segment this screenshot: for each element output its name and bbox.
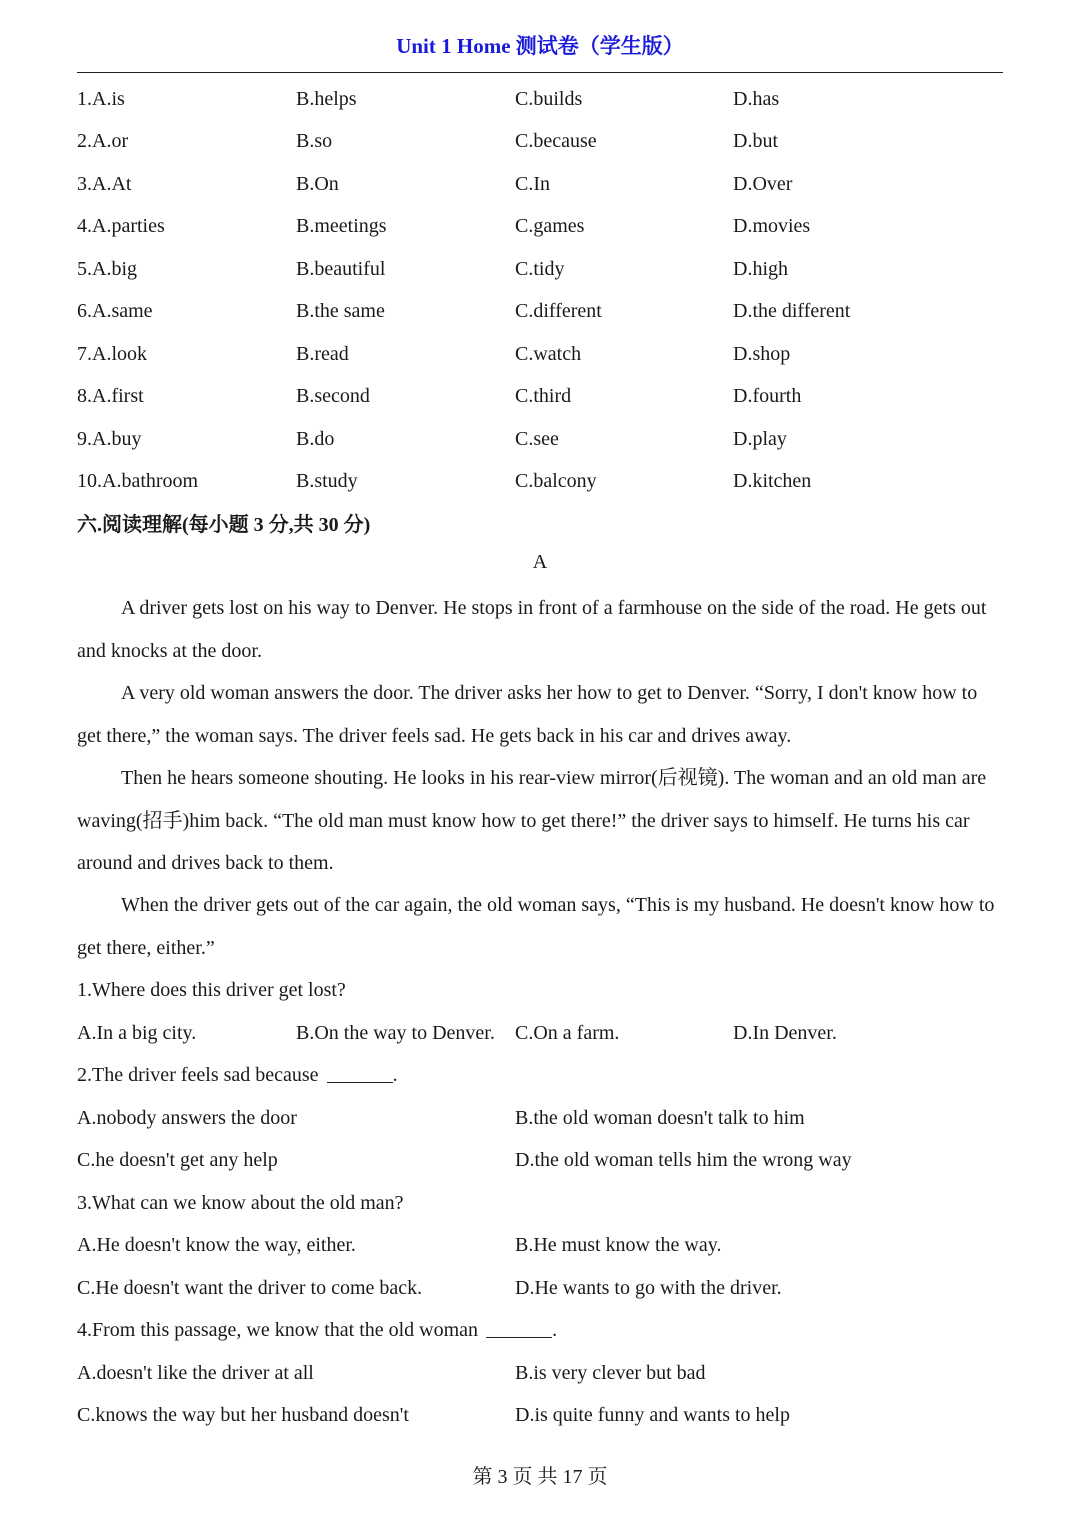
answer-blank xyxy=(486,1317,552,1338)
option-c: C.builds xyxy=(515,88,583,110)
option-a: 3.A.At xyxy=(77,173,132,195)
option-b: B.meetings xyxy=(296,215,387,237)
option-b: B.read xyxy=(296,343,349,365)
question-options xyxy=(77,1103,1003,1133)
question-options xyxy=(77,1230,1003,1260)
options-row xyxy=(77,381,1003,411)
option-a: 2.A.or xyxy=(77,130,129,152)
header-divider xyxy=(77,72,1003,73)
question-suffix: . xyxy=(552,1319,558,1341)
option-a: 8.A.first xyxy=(77,385,144,407)
answer-option: A.nobody answers the door xyxy=(77,1107,297,1129)
option-c: C.tidy xyxy=(515,258,565,280)
option-d: D.kitchen xyxy=(733,470,812,492)
page-header-title: Unit 1 Home 测试卷（学生版） xyxy=(396,34,684,58)
option-a: 9.A.buy xyxy=(77,428,142,450)
option-d: D.Over xyxy=(733,173,793,195)
question-options xyxy=(77,1400,1003,1430)
options-row xyxy=(77,424,1003,454)
option-c: C.balcony xyxy=(515,470,597,492)
answer-option: A.He doesn't know the way, either. xyxy=(77,1234,356,1256)
option-b: B.beautiful xyxy=(296,258,386,280)
option-b: B.helps xyxy=(296,88,357,110)
option-a: 5.A.big xyxy=(77,258,137,280)
page-number: 第 3 页 共 17 页 xyxy=(472,1466,608,1488)
options-row xyxy=(77,211,1003,241)
options-row xyxy=(77,84,1003,114)
answer-option: A.doesn't like the driver at all xyxy=(77,1362,314,1384)
answer-option: B.the old woman doesn't talk to him xyxy=(515,1107,805,1129)
option-b: B.second xyxy=(296,385,370,407)
option-d: D.shop xyxy=(733,343,791,365)
answer-option: B.is very clever but bad xyxy=(515,1362,706,1384)
option-b: B.On xyxy=(296,173,339,195)
question-line xyxy=(77,1315,557,1345)
passage-label: A xyxy=(532,551,548,573)
option-b: B.study xyxy=(296,470,358,492)
option-b: B.do xyxy=(296,428,335,450)
question-stem: 1.Where does this driver get lost? xyxy=(77,979,346,1001)
option-c: C.different xyxy=(515,300,602,322)
answer-option: A.In a big city. xyxy=(77,1022,197,1044)
options-row xyxy=(77,169,1003,199)
question-suffix: . xyxy=(392,1064,398,1086)
passage-paragraph: A very old woman answers the door. The driver asks her how to get to Denver. “Sorry, I don't know how to get there,” the woman says. The driver feels sad. He gets back in his car and drives away. xyxy=(77,682,978,747)
option-d: D.high xyxy=(733,258,788,280)
passage-paragraph: A driver gets lost on his way to Denver. He stops in front of a farmhouse on the side of the road. He gets out and knocks at the door. xyxy=(77,597,987,662)
option-a: 10.A.bathroom xyxy=(77,470,199,492)
answer-option: C.On a farm. xyxy=(515,1022,620,1044)
answer-option: D.is quite funny and wants to help xyxy=(515,1404,790,1426)
option-a: 7.A.look xyxy=(77,343,147,365)
question-options xyxy=(77,1018,1003,1048)
question-stem: 3.What can we know about the old man? xyxy=(77,1192,404,1214)
answer-option: D.He wants to go with the driver. xyxy=(515,1277,782,1299)
answer-option: B.He must know the way. xyxy=(515,1234,722,1256)
option-d: D.has xyxy=(733,88,780,110)
option-d: D.play xyxy=(733,428,787,450)
question-options xyxy=(77,1273,1003,1303)
answer-option: C.he doesn't get any help xyxy=(77,1149,278,1171)
answer-option: C.knows the way but her husband doesn't xyxy=(77,1404,409,1426)
option-a: 1.A.is xyxy=(77,88,125,110)
options-row xyxy=(77,126,1003,156)
option-c: C.see xyxy=(515,428,559,450)
option-b: B.so xyxy=(296,130,333,152)
option-d: D.the different xyxy=(733,300,851,322)
answer-option: C.He doesn't want the driver to come back. xyxy=(77,1277,423,1299)
option-a: 6.A.same xyxy=(77,300,153,322)
option-c: C.because xyxy=(515,130,597,152)
question-stem: 4.From this passage, we know that the old woman xyxy=(77,1319,479,1341)
passage-paragraph: Then he hears someone shouting. He looks in his rear-view mirror(后视镜). The woman and an old man are waving(招手)him back. “The old man must know how to get there!” the driver says to himself. He turns his car around and drives back to them. xyxy=(77,767,987,874)
option-a: 4.A.parties xyxy=(77,215,165,237)
options-row xyxy=(77,466,1003,496)
question-options xyxy=(77,1358,1003,1388)
question-line xyxy=(77,1060,398,1090)
answer-option: B.On the way to Denver. xyxy=(296,1022,495,1044)
options-row xyxy=(77,254,1003,284)
option-b: B.the same xyxy=(296,300,385,322)
question-options xyxy=(77,1145,1003,1175)
answer-option: D.the old woman tells him the wrong way xyxy=(515,1149,852,1171)
options-row xyxy=(77,296,1003,326)
answer-blank xyxy=(327,1062,393,1083)
answer-option: D.In Denver. xyxy=(733,1022,837,1044)
question-stem: 2.The driver feels sad because xyxy=(77,1064,319,1086)
options-row xyxy=(77,339,1003,369)
option-d: D.but xyxy=(733,130,778,152)
section-title: 六.阅读理解(每小题 3 分,共 30 分) xyxy=(77,514,371,536)
option-c: C.games xyxy=(515,215,585,237)
option-c: C.In xyxy=(515,173,550,195)
option-d: D.movies xyxy=(733,215,811,237)
option-d: D.fourth xyxy=(733,385,802,407)
option-c: C.third xyxy=(515,385,572,407)
option-c: C.watch xyxy=(515,343,582,365)
passage-paragraph: When the driver gets out of the car again, the old woman says, “This is my husband. He doesn't know how to get there, either.” xyxy=(77,894,995,959)
